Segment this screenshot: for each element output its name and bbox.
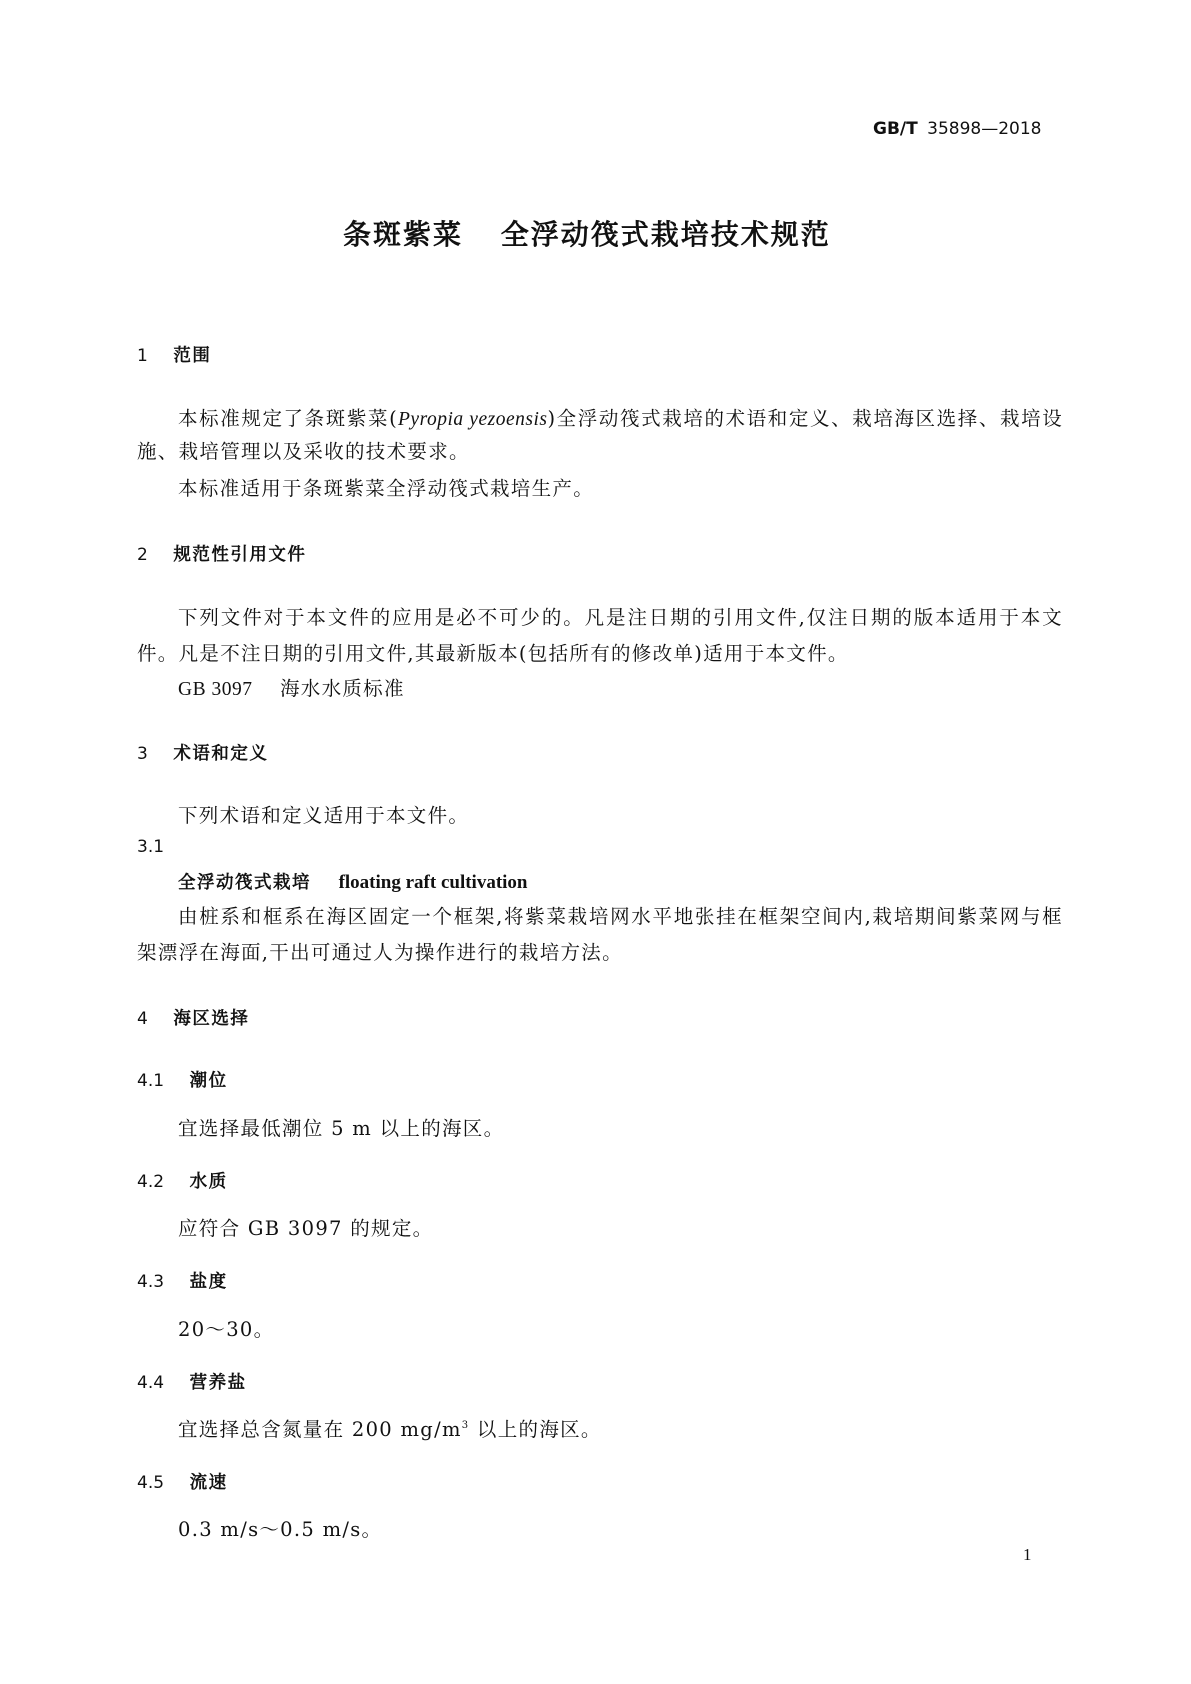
section-1-heading: [137, 342, 211, 367]
standard-prefix: GB/T: [873, 119, 918, 139]
subsection-title: 营养盐: [189, 1373, 247, 1393]
text-run: )全浮动筏式栽培的术语和定义、栽培海区选择、栽培设: [547, 407, 1063, 430]
section-title: 范围: [173, 346, 212, 366]
section-3-paragraph-1: 下列术语和定义适用于本文件。: [178, 804, 470, 827]
section-title: 海区选择: [173, 1009, 250, 1029]
term-chinese: 全浮动筏式栽培: [178, 873, 311, 893]
section-number: 1: [137, 346, 148, 366]
normative-reference-item: [178, 673, 405, 701]
page-number: 1: [1023, 1545, 1032, 1564]
title-part-1: 条斑紫菜: [343, 218, 464, 251]
subsection-title: 水质: [189, 1172, 228, 1192]
text-run: 以上的海区。: [469, 1418, 602, 1441]
subsection-number: 4.5: [137, 1473, 165, 1493]
subsection-4-5-text: 0.3 m/s～0.5 m/s。: [178, 1518, 383, 1541]
subsection-4-3-text: 20～30。: [178, 1318, 275, 1341]
section-1-paragraph-1-line-2: 施、栽培管理以及采收的技术要求。: [137, 440, 470, 463]
text-run: 本标准规定了条斑紫菜(: [178, 407, 399, 430]
term-definition-line-2: 架漂浮在海面,干出可通过人为操作进行的栽培方法。: [137, 941, 623, 964]
subsection-number: 4.1: [137, 1071, 165, 1091]
term-english: floating raft cultivation: [338, 872, 528, 893]
subsection-4-5-heading: [137, 1469, 228, 1494]
term-definition-line-1: 由桩系和框系在海区固定一个框架,将紫菜栽培网水平地张挂在框架空间内,栽培期间紫菜网与框: [178, 905, 1063, 928]
subsection-4-3-heading: [137, 1268, 228, 1293]
reference-title: 海水水质标准: [279, 677, 405, 700]
title-part-2: 全浮动筏式栽培技术规范: [500, 218, 831, 251]
section-2-paragraph-1-line-2: 件。凡是不注日期的引用文件,其最新版本(包括所有的修改单)适用于本文件。: [137, 642, 849, 665]
document-title: [343, 213, 831, 253]
standard-number: 35898—2018: [927, 119, 1042, 139]
species-latin-name: Pyropia yezoensis: [398, 409, 548, 430]
subsection-4-2-heading: [137, 1168, 228, 1193]
standard-number-header: [873, 119, 1041, 139]
section-number: 2: [137, 545, 148, 565]
subsection-number: 4.3: [137, 1272, 165, 1292]
text-run: 宜选择总含氮量在 200 mg/m: [178, 1418, 462, 1441]
section-title: 规范性引用文件: [173, 545, 307, 565]
subsection-title: 盐度: [189, 1272, 228, 1292]
section-2-heading: [137, 541, 306, 566]
subsection-title: 潮位: [189, 1071, 228, 1091]
reference-code: GB 3097: [178, 679, 253, 700]
subsection-4-4-heading: [137, 1369, 247, 1394]
term-heading: [178, 869, 528, 894]
superscript: 3: [461, 1420, 470, 1431]
section-1-paragraph-2: 本标准适用于条斑紫菜全浮动筏式栽培生产。: [178, 477, 595, 500]
section-1-paragraph-1-line-1: [178, 403, 1063, 431]
section-4-heading: [137, 1005, 249, 1030]
subsection-4-4-text: [178, 1414, 602, 1442]
subsection-4-1-heading: [137, 1067, 228, 1092]
subsection-4-2-text: 应符合 GB 3097 的规定。: [178, 1217, 434, 1240]
subsection-number: 4.2: [137, 1172, 165, 1192]
subsection-number: 4.4: [137, 1373, 165, 1393]
section-2-paragraph-1-line-1: 下列文件对于本文件的应用是必不可少的。凡是注日期的引用文件,仅注日期的版本适用于本文: [178, 606, 1063, 629]
section-number: 3: [137, 744, 148, 764]
term-number: 3.1: [137, 837, 165, 857]
section-number: 4: [137, 1009, 148, 1029]
section-title: 术语和定义: [173, 744, 269, 764]
subsection-title: 流速: [189, 1473, 228, 1493]
section-3-heading: [137, 740, 268, 765]
subsection-4-1-text: 宜选择最低潮位 5 m 以上的海区。: [178, 1117, 505, 1140]
